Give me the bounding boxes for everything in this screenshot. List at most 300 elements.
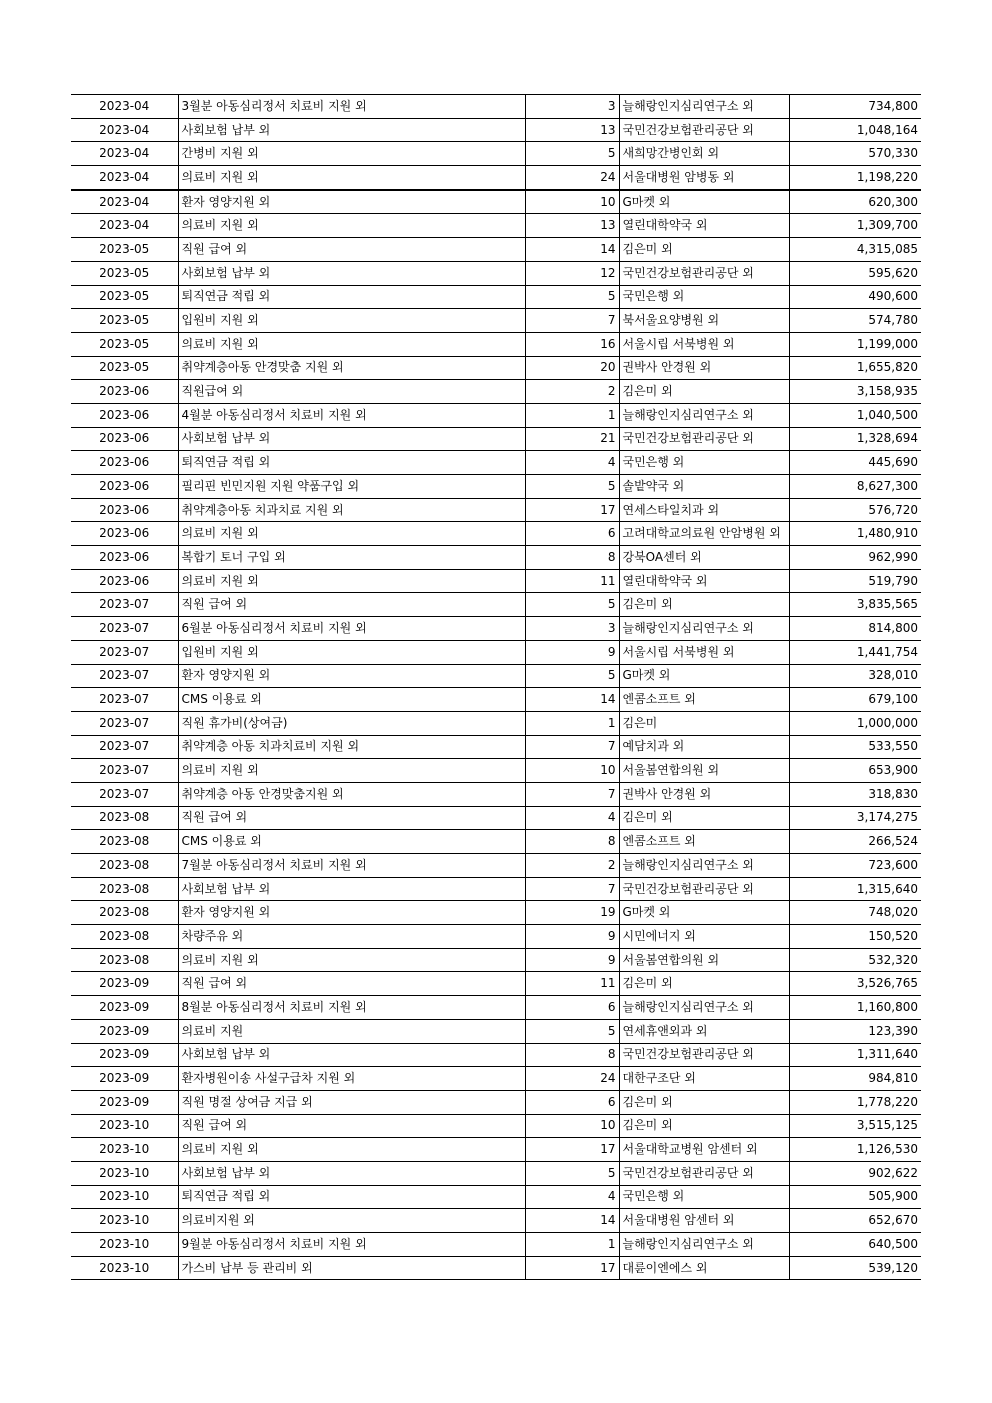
- cell-payee: G마켓 외: [619, 664, 789, 688]
- cell-description: 4월분 아동심리정서 치료비 지원 외: [178, 403, 525, 427]
- cell-description: 의료비 지원 외: [178, 759, 525, 783]
- table-row: [71, 238, 921, 262]
- cell-payee: 국민은행 외: [619, 285, 789, 309]
- cell-description: 의료비 지원: [178, 1019, 525, 1043]
- cell-count: 17: [525, 1256, 619, 1280]
- cell-payee: 권박사 안경원 외: [619, 782, 789, 806]
- cell-month: 2023-08: [71, 877, 178, 901]
- cell-count: 16: [525, 332, 619, 356]
- cell-count: 5: [525, 664, 619, 688]
- cell-month: 2023-07: [71, 664, 178, 688]
- cell-month: 2023-08: [71, 925, 178, 949]
- cell-payee: 김은미 외: [619, 1114, 789, 1138]
- cell-amount: 574,780: [789, 309, 921, 333]
- table-row: [71, 546, 921, 570]
- cell-amount: 1,311,640: [789, 1043, 921, 1067]
- table-row: [71, 498, 921, 522]
- cell-description: 직원 급여 외: [178, 238, 525, 262]
- cell-description: 환자 영양지원 외: [178, 190, 525, 214]
- cell-description: 직원급여 외: [178, 380, 525, 404]
- cell-amount: 3,158,935: [789, 380, 921, 404]
- cell-description: 복합기 토너 구입 외: [178, 546, 525, 570]
- cell-count: 1: [525, 403, 619, 427]
- cell-payee: 북서울요양병원 외: [619, 309, 789, 333]
- cell-month: 2023-05: [71, 238, 178, 262]
- cell-month: 2023-04: [71, 118, 178, 142]
- cell-month: 2023-10: [71, 1209, 178, 1233]
- cell-count: 10: [525, 1114, 619, 1138]
- cell-amount: 318,830: [789, 782, 921, 806]
- cell-month: 2023-07: [71, 640, 178, 664]
- cell-amount: 595,620: [789, 261, 921, 285]
- cell-description: 입원비 지원 외: [178, 309, 525, 333]
- ledger-body: [71, 95, 921, 1280]
- cell-description: 취약계층아동 안경맞춤 지원 외: [178, 356, 525, 380]
- cell-count: 11: [525, 972, 619, 996]
- cell-description: 간병비 지원 외: [178, 142, 525, 166]
- cell-payee: 늘해랑인지심리연구소 외: [619, 1233, 789, 1257]
- cell-description: 의료비 지원 외: [178, 166, 525, 190]
- cell-count: 13: [525, 118, 619, 142]
- cell-amount: 539,120: [789, 1256, 921, 1280]
- cell-month: 2023-09: [71, 1043, 178, 1067]
- cell-amount: 748,020: [789, 901, 921, 925]
- table-row: [71, 356, 921, 380]
- table-row: [71, 214, 921, 238]
- cell-month: 2023-06: [71, 569, 178, 593]
- cell-count: 5: [525, 475, 619, 499]
- table-row: [71, 664, 921, 688]
- cell-count: 12: [525, 261, 619, 285]
- cell-amount: 814,800: [789, 617, 921, 641]
- cell-amount: 445,690: [789, 451, 921, 475]
- cell-payee: 김은미 외: [619, 972, 789, 996]
- cell-month: 2023-07: [71, 735, 178, 759]
- table-row: [71, 95, 921, 119]
- cell-amount: 490,600: [789, 285, 921, 309]
- cell-payee: 김은미: [619, 711, 789, 735]
- cell-month: 2023-05: [71, 309, 178, 333]
- cell-count: 24: [525, 166, 619, 190]
- cell-month: 2023-04: [71, 214, 178, 238]
- cell-description: 사회보험 납부 외: [178, 1043, 525, 1067]
- cell-month: 2023-06: [71, 427, 178, 451]
- cell-month: 2023-08: [71, 806, 178, 830]
- cell-count: 6: [525, 996, 619, 1020]
- cell-payee: 연세스타일치과 외: [619, 498, 789, 522]
- cell-description: 의료비 지원 외: [178, 522, 525, 546]
- cell-count: 10: [525, 190, 619, 214]
- table-row: [71, 1233, 921, 1257]
- cell-month: 2023-06: [71, 451, 178, 475]
- cell-amount: 1,199,000: [789, 332, 921, 356]
- cell-payee: 권박사 안경원 외: [619, 356, 789, 380]
- cell-description: 의료비 지원 외: [178, 948, 525, 972]
- table-row: [71, 593, 921, 617]
- cell-count: 5: [525, 285, 619, 309]
- table-row: [71, 569, 921, 593]
- cell-payee: 시민에너지 외: [619, 925, 789, 949]
- cell-payee: G마켓 외: [619, 901, 789, 925]
- cell-payee: 서울봄연합의원 외: [619, 948, 789, 972]
- cell-description: 의료비 지원 외: [178, 214, 525, 238]
- table-row: [71, 854, 921, 878]
- cell-month: 2023-05: [71, 356, 178, 380]
- table-row: [71, 285, 921, 309]
- table-row: [71, 830, 921, 854]
- cell-month: 2023-10: [71, 1138, 178, 1162]
- cell-amount: 519,790: [789, 569, 921, 593]
- cell-count: 8: [525, 546, 619, 570]
- table-row: [71, 1114, 921, 1138]
- cell-amount: 532,320: [789, 948, 921, 972]
- cell-payee: 새희망간병인회 외: [619, 142, 789, 166]
- cell-description: 9월분 아동심리정서 치료비 지원 외: [178, 1233, 525, 1257]
- cell-count: 19: [525, 901, 619, 925]
- cell-description: 퇴직연금 적립 외: [178, 1185, 525, 1209]
- cell-month: 2023-07: [71, 593, 178, 617]
- cell-description: CMS 이용료 외: [178, 830, 525, 854]
- cell-count: 21: [525, 427, 619, 451]
- cell-amount: 679,100: [789, 688, 921, 712]
- cell-payee: 국민은행 외: [619, 451, 789, 475]
- cell-month: 2023-06: [71, 380, 178, 404]
- table-row: [71, 403, 921, 427]
- cell-count: 7: [525, 782, 619, 806]
- cell-description: 사회보험 납부 외: [178, 427, 525, 451]
- cell-month: 2023-10: [71, 1256, 178, 1280]
- table-row: [71, 261, 921, 285]
- cell-description: 취약계층 아동 안경맞춤지원 외: [178, 782, 525, 806]
- cell-payee: 예담치과 외: [619, 735, 789, 759]
- table-row: [71, 166, 921, 190]
- cell-payee: 늘해랑인지심리연구소 외: [619, 617, 789, 641]
- table-row: [71, 735, 921, 759]
- cell-count: 14: [525, 688, 619, 712]
- cell-count: 13: [525, 214, 619, 238]
- cell-payee: 솔밭약국 외: [619, 475, 789, 499]
- cell-amount: 3,526,765: [789, 972, 921, 996]
- table-row: [71, 332, 921, 356]
- cell-description: 필리핀 빈민지원 지원 약품구입 외: [178, 475, 525, 499]
- cell-count: 9: [525, 925, 619, 949]
- table-row: [71, 901, 921, 925]
- cell-amount: 1,198,220: [789, 166, 921, 190]
- cell-amount: 570,330: [789, 142, 921, 166]
- cell-month: 2023-06: [71, 546, 178, 570]
- cell-month: 2023-09: [71, 1067, 178, 1091]
- cell-description: CMS 이용료 외: [178, 688, 525, 712]
- cell-description: 사회보험 납부 외: [178, 118, 525, 142]
- cell-amount: 4,315,085: [789, 238, 921, 262]
- cell-count: 3: [525, 95, 619, 119]
- table-row: [71, 996, 921, 1020]
- cell-amount: 620,300: [789, 190, 921, 214]
- cell-payee: 서울봄연합의원 외: [619, 759, 789, 783]
- table-row: [71, 640, 921, 664]
- cell-amount: 1,160,800: [789, 996, 921, 1020]
- cell-payee: 김은미 외: [619, 806, 789, 830]
- table-row: [71, 451, 921, 475]
- cell-amount: 1,778,220: [789, 1090, 921, 1114]
- cell-month: 2023-05: [71, 285, 178, 309]
- table-row: [71, 142, 921, 166]
- cell-month: 2023-08: [71, 948, 178, 972]
- cell-description: 취약계층아동 치과치료 지원 외: [178, 498, 525, 522]
- cell-payee: 국민건강보험관리공단 외: [619, 877, 789, 901]
- cell-payee: 국민건강보험관리공단 외: [619, 1043, 789, 1067]
- table-row: [71, 711, 921, 735]
- cell-payee: 엔콤소프트 외: [619, 830, 789, 854]
- cell-amount: 1,126,530: [789, 1138, 921, 1162]
- cell-description: 의료비 지원 외: [178, 332, 525, 356]
- cell-description: 퇴직연금 적립 외: [178, 285, 525, 309]
- cell-month: 2023-04: [71, 142, 178, 166]
- table-row: [71, 877, 921, 901]
- cell-month: 2023-08: [71, 830, 178, 854]
- cell-payee: 김은미 외: [619, 1090, 789, 1114]
- table-row: [71, 1019, 921, 1043]
- cell-description: 입원비 지원 외: [178, 640, 525, 664]
- cell-amount: 984,810: [789, 1067, 921, 1091]
- cell-amount: 1,309,700: [789, 214, 921, 238]
- cell-description: 직원 급여 외: [178, 593, 525, 617]
- cell-count: 10: [525, 759, 619, 783]
- cell-description: 의료비 지원 외: [178, 569, 525, 593]
- cell-description: 7월분 아동심리정서 치료비 지원 외: [178, 854, 525, 878]
- cell-payee: 국민은행 외: [619, 1185, 789, 1209]
- cell-amount: 1,655,820: [789, 356, 921, 380]
- cell-month: 2023-05: [71, 261, 178, 285]
- cell-month: 2023-10: [71, 1233, 178, 1257]
- cell-description: 직원 급여 외: [178, 1114, 525, 1138]
- cell-payee: 열린대학약국 외: [619, 214, 789, 238]
- cell-month: 2023-07: [71, 688, 178, 712]
- cell-amount: 3,835,565: [789, 593, 921, 617]
- cell-amount: 1,048,164: [789, 118, 921, 142]
- table-row: [71, 782, 921, 806]
- cell-description: 8월분 아동심리정서 치료비 지원 외: [178, 996, 525, 1020]
- cell-count: 7: [525, 877, 619, 901]
- cell-month: 2023-06: [71, 403, 178, 427]
- table-row: [71, 475, 921, 499]
- cell-month: 2023-04: [71, 190, 178, 214]
- table-row: [71, 118, 921, 142]
- cell-amount: 1,000,000: [789, 711, 921, 735]
- cell-month: 2023-07: [71, 782, 178, 806]
- cell-description: 직원 명절 상여금 지급 외: [178, 1090, 525, 1114]
- cell-amount: 328,010: [789, 664, 921, 688]
- table-row: [71, 1256, 921, 1280]
- cell-count: 5: [525, 593, 619, 617]
- cell-payee: 대한구조단 외: [619, 1067, 789, 1091]
- table-row: [71, 1161, 921, 1185]
- cell-payee: G마켓 외: [619, 190, 789, 214]
- cell-month: 2023-10: [71, 1114, 178, 1138]
- cell-month: 2023-09: [71, 972, 178, 996]
- cell-description: 환자병원이송 사설구급차 지원 외: [178, 1067, 525, 1091]
- cell-amount: 3,515,125: [789, 1114, 921, 1138]
- cell-count: 4: [525, 451, 619, 475]
- cell-amount: 533,550: [789, 735, 921, 759]
- cell-count: 2: [525, 380, 619, 404]
- cell-count: 11: [525, 569, 619, 593]
- cell-count: 5: [525, 142, 619, 166]
- cell-amount: 1,441,754: [789, 640, 921, 664]
- table-row: [71, 427, 921, 451]
- cell-payee: 서울대병원 암병동 외: [619, 166, 789, 190]
- cell-count: 6: [525, 1090, 619, 1114]
- cell-month: 2023-10: [71, 1185, 178, 1209]
- cell-description: 사회보험 납부 외: [178, 877, 525, 901]
- cell-description: 사회보험 납부 외: [178, 1161, 525, 1185]
- cell-count: 14: [525, 1209, 619, 1233]
- table-row: [71, 190, 921, 214]
- cell-amount: 1,480,910: [789, 522, 921, 546]
- table-row: [71, 688, 921, 712]
- cell-payee: 늘해랑인지심리연구소 외: [619, 403, 789, 427]
- cell-description: 취약계층 아동 치과치료비 지원 외: [178, 735, 525, 759]
- cell-amount: 1,328,694: [789, 427, 921, 451]
- cell-amount: 640,500: [789, 1233, 921, 1257]
- cell-amount: 653,900: [789, 759, 921, 783]
- cell-payee: 대륜이엔에스 외: [619, 1256, 789, 1280]
- cell-count: 1: [525, 711, 619, 735]
- cell-month: 2023-09: [71, 1090, 178, 1114]
- cell-count: 8: [525, 1043, 619, 1067]
- cell-count: 17: [525, 498, 619, 522]
- cell-payee: 서울시립 서북병원 외: [619, 640, 789, 664]
- cell-amount: 652,670: [789, 1209, 921, 1233]
- cell-payee: 서울대학교병원 암센터 외: [619, 1138, 789, 1162]
- cell-count: 7: [525, 309, 619, 333]
- cell-payee: 국민건강보험관리공단 외: [619, 118, 789, 142]
- cell-month: 2023-09: [71, 996, 178, 1020]
- cell-description: 환자 영양지원 외: [178, 901, 525, 925]
- table-row: [71, 759, 921, 783]
- table-row: [71, 948, 921, 972]
- table-row: [71, 1209, 921, 1233]
- cell-payee: 연세휴앤외과 외: [619, 1019, 789, 1043]
- cell-payee: 김은미 외: [619, 380, 789, 404]
- cell-count: 5: [525, 1019, 619, 1043]
- cell-count: 4: [525, 806, 619, 830]
- cell-amount: 734,800: [789, 95, 921, 119]
- cell-description: 의료비지원 외: [178, 1209, 525, 1233]
- cell-month: 2023-07: [71, 711, 178, 735]
- table-row: [71, 925, 921, 949]
- cell-count: 9: [525, 640, 619, 664]
- cell-payee: 엔콤소프트 외: [619, 688, 789, 712]
- cell-amount: 3,174,275: [789, 806, 921, 830]
- cell-payee: 김은미 외: [619, 238, 789, 262]
- cell-description: 의료비 지원 외: [178, 1138, 525, 1162]
- cell-month: 2023-04: [71, 166, 178, 190]
- cell-amount: 723,600: [789, 854, 921, 878]
- cell-amount: 505,900: [789, 1185, 921, 1209]
- cell-month: 2023-09: [71, 1019, 178, 1043]
- table-row: [71, 806, 921, 830]
- cell-amount: 1,040,500: [789, 403, 921, 427]
- table-row: [71, 1090, 921, 1114]
- table-row: [71, 1043, 921, 1067]
- cell-payee: 국민건강보험관리공단 외: [619, 261, 789, 285]
- cell-month: 2023-04: [71, 95, 178, 119]
- cell-amount: 576,720: [789, 498, 921, 522]
- table-row: [71, 972, 921, 996]
- cell-count: 3: [525, 617, 619, 641]
- cell-amount: 123,390: [789, 1019, 921, 1043]
- cell-description: 6월분 아동심리정서 치료비 지원 외: [178, 617, 525, 641]
- cell-payee: 김은미 외: [619, 593, 789, 617]
- cell-month: 2023-08: [71, 854, 178, 878]
- cell-payee: 서울대병원 암센터 외: [619, 1209, 789, 1233]
- cell-count: 7: [525, 735, 619, 759]
- cell-count: 6: [525, 522, 619, 546]
- table-row: [71, 617, 921, 641]
- cell-count: 8: [525, 830, 619, 854]
- cell-count: 24: [525, 1067, 619, 1091]
- cell-payee: 서울시립 서북병원 외: [619, 332, 789, 356]
- cell-amount: 266,524: [789, 830, 921, 854]
- cell-payee: 열린대학약국 외: [619, 569, 789, 593]
- cell-month: 2023-07: [71, 617, 178, 641]
- cell-count: 2: [525, 854, 619, 878]
- table-row: [71, 522, 921, 546]
- table-row: [71, 1185, 921, 1209]
- cell-count: 9: [525, 948, 619, 972]
- cell-amount: 8,627,300: [789, 475, 921, 499]
- cell-count: 4: [525, 1185, 619, 1209]
- cell-month: 2023-10: [71, 1161, 178, 1185]
- cell-count: 5: [525, 1161, 619, 1185]
- expense-ledger-table: [71, 94, 921, 1280]
- table-row: [71, 1138, 921, 1162]
- table-row: [71, 380, 921, 404]
- cell-payee: 국민건강보험관리공단 외: [619, 427, 789, 451]
- cell-month: 2023-07: [71, 759, 178, 783]
- cell-payee: 늘해랑인지심리연구소 외: [619, 996, 789, 1020]
- cell-description: 직원 급여 외: [178, 972, 525, 996]
- cell-description: 환자 영양지원 외: [178, 664, 525, 688]
- cell-description: 사회보험 납부 외: [178, 261, 525, 285]
- cell-month: 2023-08: [71, 901, 178, 925]
- cell-count: 17: [525, 1138, 619, 1162]
- cell-description: 3월분 아동심리정서 치료비 지원 외: [178, 95, 525, 119]
- cell-count: 14: [525, 238, 619, 262]
- cell-payee: 늘해랑인지심리연구소 외: [619, 854, 789, 878]
- cell-amount: 150,520: [789, 925, 921, 949]
- cell-payee: 국민건강보험관리공단 외: [619, 1161, 789, 1185]
- cell-description: 직원 휴가비(상여금): [178, 711, 525, 735]
- table-row: [71, 309, 921, 333]
- cell-payee: 강북OA센터 외: [619, 546, 789, 570]
- table-row: [71, 1067, 921, 1091]
- cell-payee: 고려대학교의료원 안암병원 외: [619, 522, 789, 546]
- cell-description: 직원 급여 외: [178, 806, 525, 830]
- cell-count: 20: [525, 356, 619, 380]
- cell-amount: 1,315,640: [789, 877, 921, 901]
- cell-month: 2023-06: [71, 498, 178, 522]
- cell-amount: 962,990: [789, 546, 921, 570]
- cell-month: 2023-06: [71, 475, 178, 499]
- cell-count: 1: [525, 1233, 619, 1257]
- cell-month: 2023-05: [71, 332, 178, 356]
- cell-month: 2023-06: [71, 522, 178, 546]
- cell-amount: 902,622: [789, 1161, 921, 1185]
- cell-payee: 늘해랑인지심리연구소 외: [619, 95, 789, 119]
- cell-description: 퇴직연금 적립 외: [178, 451, 525, 475]
